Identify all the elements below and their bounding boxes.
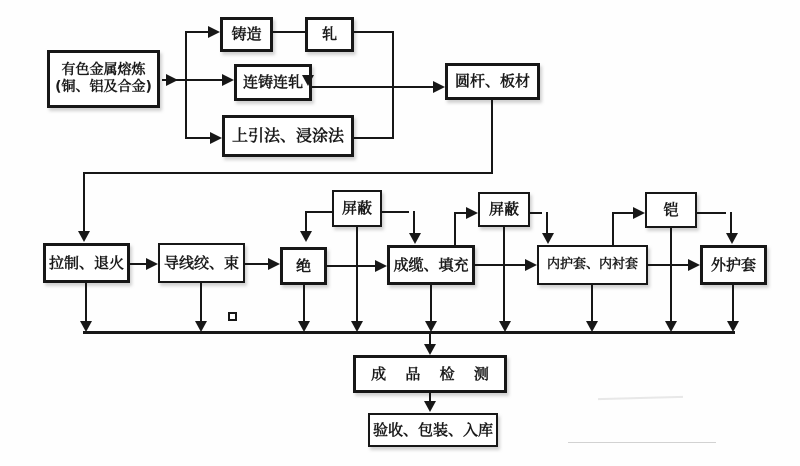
arrow-down-icon xyxy=(727,321,739,332)
arrow-down-icon xyxy=(78,231,90,242)
arrow-down-icon xyxy=(424,344,436,355)
arrow-down-icon xyxy=(409,233,421,244)
arrow-down-icon xyxy=(298,321,310,332)
arrow-right-icon xyxy=(525,259,537,271)
connector-line xyxy=(503,227,505,321)
connector-line xyxy=(475,264,525,266)
node-draw-anneal xyxy=(43,243,130,283)
arrow-down-icon xyxy=(300,231,312,242)
connector-line xyxy=(305,211,332,213)
node-shield-2-label: 屏蔽 xyxy=(488,200,519,219)
connector-line xyxy=(430,285,432,321)
arrow-down-icon xyxy=(542,233,554,244)
arrow-down-icon xyxy=(195,321,207,332)
connector-line xyxy=(454,213,456,245)
node-rolling xyxy=(305,17,354,52)
small-square-mark xyxy=(228,312,237,321)
connector-line xyxy=(354,137,394,139)
node-inner-sheath-label: 内护套、内衬套 xyxy=(546,256,638,272)
connector-line xyxy=(305,211,307,231)
arrow-down-icon xyxy=(726,233,738,244)
arrow-right-icon xyxy=(208,26,220,38)
arrow-right-icon xyxy=(433,81,445,93)
connector-line xyxy=(530,212,542,214)
scan-artifact xyxy=(598,396,683,400)
connector-line xyxy=(730,212,732,233)
connector-line xyxy=(303,285,305,321)
arrow-down-icon xyxy=(499,321,511,332)
connector-line xyxy=(697,212,726,214)
node-rolling-label: 轧 xyxy=(321,25,337,44)
node-product-test-label: 成 品 检 测 xyxy=(371,364,489,383)
node-strand-bunch xyxy=(158,243,245,283)
node-accept-pack-store xyxy=(368,413,498,447)
connector-line xyxy=(327,265,375,267)
node-casting xyxy=(220,17,273,52)
connector-line xyxy=(732,285,734,321)
node-shield-2 xyxy=(478,192,530,227)
connector-line xyxy=(273,31,305,33)
connector-line xyxy=(187,31,208,33)
node-shield-1 xyxy=(332,190,382,227)
connector-line xyxy=(429,393,431,401)
node-shield-1-label: 屏蔽 xyxy=(341,199,372,218)
node-strand-bunch-label: 导线绞、束 xyxy=(163,253,239,272)
arrow-right-icon xyxy=(688,259,700,271)
arrow-right-icon xyxy=(146,258,158,270)
node-casting-label: 铸造 xyxy=(231,25,262,44)
connector-line xyxy=(491,100,493,173)
arrow-right-icon xyxy=(375,260,387,272)
arrow-down-icon xyxy=(586,321,598,332)
node-updraw-dip xyxy=(222,115,354,157)
connector-line xyxy=(612,212,633,214)
connector-line xyxy=(392,31,394,139)
arrow-right-icon xyxy=(210,132,222,144)
connector-line xyxy=(83,172,493,174)
connector-line xyxy=(546,212,548,233)
connector-line xyxy=(648,264,688,266)
arrow-down-icon xyxy=(351,321,363,332)
connector-line xyxy=(454,212,466,214)
node-updraw-dip-label: 上引法、浸涂法 xyxy=(231,126,344,145)
node-draw-anneal-label: 拉制、退火 xyxy=(48,253,124,272)
connector-line xyxy=(200,283,202,321)
arrow-down-icon xyxy=(80,321,92,332)
arrow-right-icon xyxy=(268,258,280,270)
node-insulation-label: 绝 xyxy=(295,256,311,275)
node-armor xyxy=(645,192,697,228)
scan-artifact xyxy=(568,442,716,443)
node-smelting xyxy=(47,50,160,108)
connector-line xyxy=(187,79,222,81)
connector-line xyxy=(245,263,268,265)
connector-line xyxy=(85,283,87,321)
connector-line xyxy=(312,86,433,88)
connector-line xyxy=(591,285,593,321)
node-rod-plate-label: 圆杆、板材 xyxy=(454,72,530,91)
node-accept-pack-store-label: 验收、包装、入库 xyxy=(372,420,493,439)
node-cable-fill-label: 成缆、填充 xyxy=(393,255,469,274)
connector-line xyxy=(612,213,614,245)
connector-line xyxy=(354,31,394,33)
node-outer-sheath-label: 外护套 xyxy=(710,255,756,274)
connector-line xyxy=(83,172,85,231)
node-smelting-label: 有色金属熔炼 (铜、铝及合金) xyxy=(55,61,152,95)
node-cable-fill xyxy=(387,245,475,285)
node-outer-sheath xyxy=(700,245,767,285)
arrow-right-icon xyxy=(466,207,478,219)
node-armor-label: 铠 xyxy=(663,200,679,219)
arrow-down-icon xyxy=(302,75,314,86)
connector-line xyxy=(185,31,187,139)
connector-line xyxy=(83,331,735,334)
connector-line xyxy=(429,334,431,344)
node-continuous-cast-roll-label: 连铸连轧 xyxy=(242,73,303,92)
arrow-down-icon xyxy=(665,321,677,332)
connector-line xyxy=(382,211,409,213)
arrow-down-icon xyxy=(425,321,437,332)
node-rod-plate xyxy=(445,63,540,100)
node-insulation xyxy=(280,247,327,285)
arrow-down-icon xyxy=(424,401,436,412)
node-product-test xyxy=(353,355,507,393)
arrow-right-icon xyxy=(633,207,645,219)
connector-line xyxy=(413,211,415,233)
connector-line xyxy=(187,137,210,139)
node-inner-sheath xyxy=(537,245,648,285)
connector-line xyxy=(670,228,672,321)
connector-line xyxy=(130,263,146,265)
connector-line xyxy=(356,227,358,321)
arrow-right-icon xyxy=(166,74,178,86)
arrow-right-icon xyxy=(222,74,234,86)
node-continuous-cast-roll xyxy=(234,64,312,101)
